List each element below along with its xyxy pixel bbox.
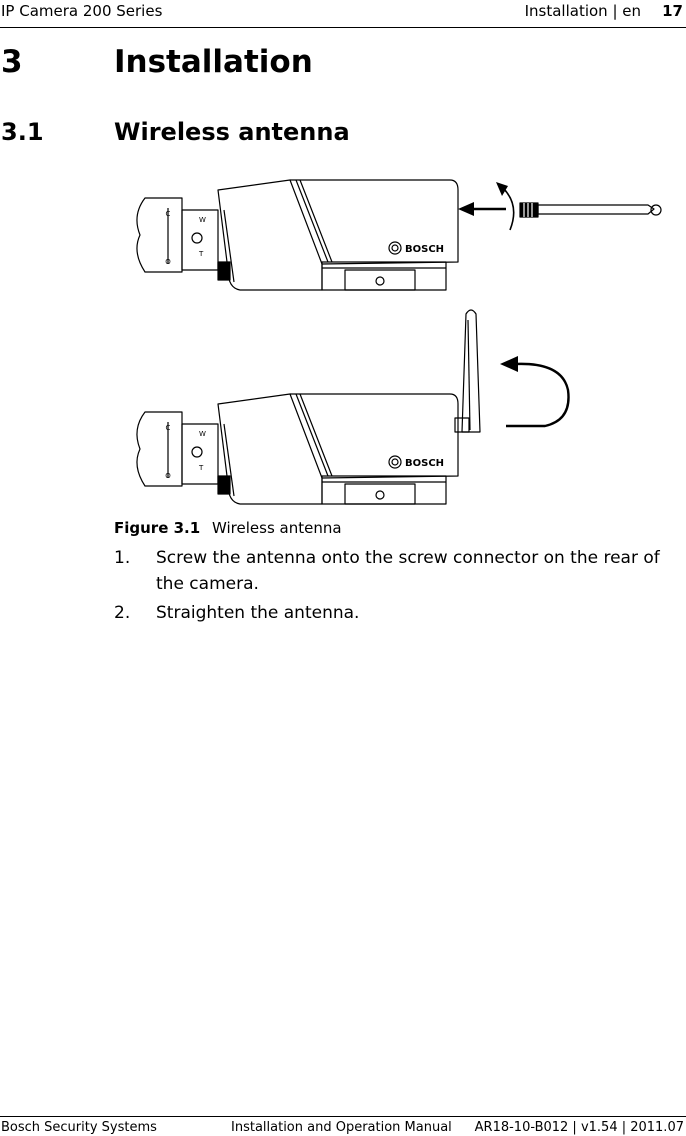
step-number: 2. — [114, 603, 131, 623]
zoom-knob-icon — [192, 233, 202, 243]
chapter-title: Installation — [114, 44, 313, 80]
brand-top: BOSCH — [405, 244, 445, 255]
step-text: Screw the antenna onto the screw connector on the rear of the camera. — [156, 548, 660, 594]
lens-label-t-bottom: T — [199, 464, 204, 472]
figure-caption: Wireless antenna — [212, 519, 342, 537]
lens-label-c: C — [165, 210, 171, 218]
lens-label-w-bottom: W — [199, 430, 206, 438]
lens-label-t: T — [199, 250, 204, 258]
footer-manual: Installation and Operation Manual — [231, 1120, 452, 1135]
antenna-mounted-icon — [455, 310, 480, 432]
lens-label-w: W — [199, 216, 206, 224]
wireless-antenna-figure — [100, 165, 686, 505]
header-rule — [0, 27, 686, 28]
bosch-logo-icon — [389, 456, 401, 468]
lens-label-o-bottom: O — [165, 472, 171, 480]
figure-label: Figure 3.1 — [114, 519, 201, 537]
antenna-detached-icon — [520, 203, 661, 217]
header-title: IP Camera 200 Series — [1, 2, 163, 20]
bosch-logo-icon — [389, 242, 401, 254]
section-title: Wireless antenna — [114, 118, 350, 146]
brand-bottom: BOSCH — [405, 458, 445, 469]
footer-company: Bosch Security Systems — [1, 1120, 157, 1135]
step-number: 1. — [114, 548, 131, 568]
lens-label-o: O — [165, 258, 171, 266]
lens-label-c-bottom: C — [165, 424, 171, 432]
footer-doc-id: AR18-10-B012 | v1.54 | 2011.07 — [474, 1120, 684, 1135]
chapter-number: 3 — [1, 44, 23, 80]
section-number: 3.1 — [1, 118, 44, 146]
camera-top — [137, 180, 661, 290]
zoom-knob-icon — [192, 447, 202, 457]
header-section: Installation | en — [524, 2, 641, 20]
footer-rule — [0, 1116, 686, 1117]
page-number: 17 — [662, 2, 683, 20]
camera-bottom — [137, 310, 569, 504]
step-text: Straighten the antenna. — [156, 603, 360, 623]
